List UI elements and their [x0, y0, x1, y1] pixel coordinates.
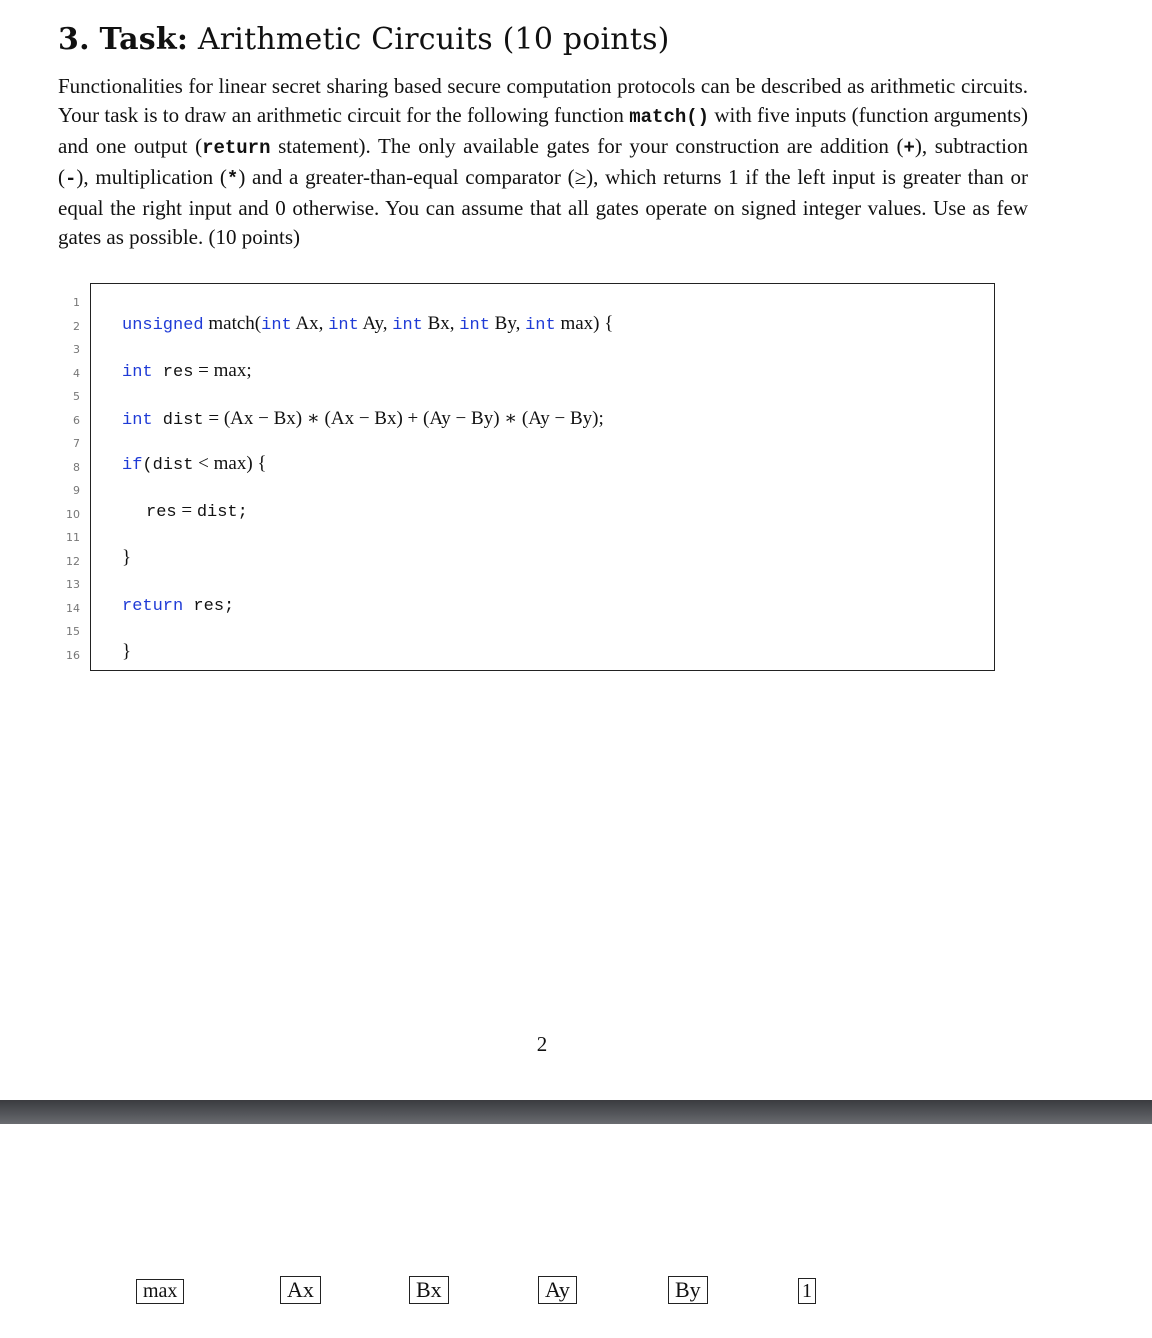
- input-box-ax: Ax: [280, 1276, 321, 1304]
- code-var: res;: [183, 597, 235, 616]
- line-number: 2: [73, 320, 80, 333]
- desc-multiply-symbol: *: [226, 168, 239, 190]
- input-box-max: max: [136, 1279, 184, 1304]
- keyword-if: if: [122, 456, 143, 475]
- line-number: 8: [73, 461, 80, 474]
- line-number: 16: [66, 649, 80, 662]
- keyword-unsigned: unsigned: [122, 316, 204, 335]
- keyword-int: int: [392, 316, 423, 335]
- task-heading: [58, 22, 670, 57]
- code-line-14: [122, 594, 234, 616]
- desc-plus-symbol: +: [903, 137, 915, 159]
- code-fn-name: match(: [203, 313, 262, 334]
- input-box-one: 1: [798, 1278, 816, 1304]
- line-number: 3: [73, 343, 80, 356]
- code-line-12: }: [122, 547, 132, 568]
- keyword-int: int: [459, 316, 490, 335]
- input-box-ay: Ay: [538, 1276, 577, 1304]
- code-var: res: [152, 363, 194, 382]
- code-expr: = max;: [193, 360, 252, 381]
- desc-text-4: ), subtraction (: [58, 134, 1028, 189]
- page-2: [0, 1124, 1152, 1338]
- desc-function-name: match(): [629, 106, 710, 128]
- desc-minus-symbol: -: [65, 168, 77, 190]
- code-var: dist: [152, 411, 204, 430]
- code-arg: By,: [489, 313, 526, 334]
- keyword-int: int: [261, 316, 292, 335]
- page-number: 2: [536, 1032, 548, 1056]
- line-number: 9: [73, 484, 80, 497]
- task-number: 3.: [58, 22, 90, 57]
- line-number: 4: [73, 367, 80, 380]
- keyword-int: int: [525, 316, 556, 335]
- page-separator: [0, 1100, 1152, 1124]
- keyword-int: int: [122, 363, 153, 382]
- code-line-2: [122, 313, 613, 335]
- code-line-4: [122, 360, 252, 382]
- task-description: [58, 72, 1028, 252]
- keyword-return: return: [122, 597, 184, 616]
- code-line-10: [146, 500, 248, 522]
- keyword-int: int: [328, 316, 359, 335]
- line-number: 1: [73, 296, 80, 309]
- desc-text-2: with five inputs (function arguments) and one output (: [58, 103, 1028, 158]
- code-line-16: }: [122, 641, 132, 662]
- line-number: 10: [66, 508, 80, 521]
- code-var: (dist: [142, 456, 194, 475]
- code-expr: = (Ax − Bx) ∗ (Ax − Bx) + (Ay − By) ∗ (Ay − By);: [203, 408, 604, 429]
- code-expr: =: [176, 500, 197, 521]
- code-arg: max) {: [555, 313, 614, 334]
- code-line-8: [122, 453, 267, 475]
- line-number: 12: [66, 555, 80, 568]
- line-number: 13: [66, 578, 80, 591]
- code-expr: < max) {: [193, 453, 267, 474]
- code-line-6: [122, 407, 604, 430]
- task-title: Arithmetic Circuits (10 points): [197, 22, 670, 57]
- task-label: Task:: [99, 22, 189, 57]
- desc-text-6: ) and a greater-than-equal comparator (≥), which returns 1 if the left input is greater than or equal the right input and 0 otherwise. You can assume that all gates operate on signed integer values. Use as few gates as possible. (10 points): [58, 165, 1029, 249]
- desc-text-3: statement). The only available gates for your construction are addition (: [270, 134, 904, 158]
- keyword-int: int: [122, 411, 153, 430]
- desc-text-1: Functionalities for linear secret sharing based secure computation protocols can be described as arithmetic circuits. Your task is to draw an arithmetic circuit for the following function: [58, 74, 1028, 127]
- input-box-bx: Bx: [409, 1276, 449, 1304]
- code-var: dist;: [196, 503, 248, 522]
- input-box-by: By: [668, 1276, 708, 1304]
- code-arg: Ay,: [358, 313, 393, 334]
- line-number: 7: [73, 437, 80, 450]
- desc-text-5: ), multiplication (: [76, 165, 227, 189]
- line-number: 14: [66, 602, 80, 615]
- code-var: res: [146, 503, 177, 522]
- desc-return-keyword: return: [202, 137, 271, 159]
- line-number: 5: [73, 390, 80, 403]
- code-arg: Bx,: [422, 313, 460, 334]
- line-number: 6: [73, 414, 80, 427]
- code-arg: Ax,: [291, 313, 329, 334]
- line-number: 11: [66, 531, 80, 544]
- line-number: 15: [66, 625, 80, 638]
